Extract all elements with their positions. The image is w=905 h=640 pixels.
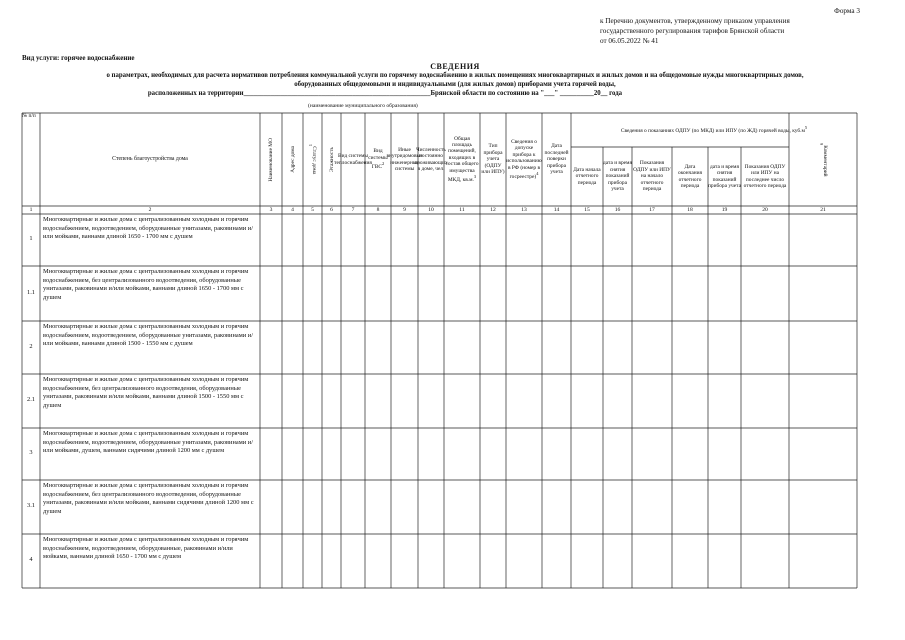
col-header-mo: Наименование МО (268, 137, 274, 182)
form-number: Форма 3 (834, 7, 860, 15)
column-number: 14 (553, 206, 560, 213)
col-header-period-end: Дата окончания отчетного периода (678, 163, 702, 189)
form-header-line-2: государственного регулирования тарифов Брянской области (600, 27, 785, 35)
document-title: СВЕДЕНИЯ (430, 62, 480, 71)
column-number: 17 (649, 206, 655, 213)
col-header-improvement: Степень благоустройства дома (112, 156, 188, 163)
col-header-number: № п/п (22, 113, 36, 119)
row-improvement-text: Многоквартирные и жилые дома с централизованным холодным и горячим водоснабжением, без централизованного водоотведения, оборудованные унитазами, раковинами и/или мойками, ваннами длиной 1650 - 1700 мм с душем (43, 268, 249, 301)
col-header-residents: Численность постоянно проживающих в доме, чел. (414, 146, 448, 172)
column-number: 21 (820, 206, 826, 213)
col-header-comment: Комментарий$^6$ (818, 142, 828, 177)
row-improvement-text: Многоквартирные и жилые дома с централизованным холодным и горячим водоснабжением, водоотведением, оборудованные унитазами, раковинами и/или мойками, душем, ваннами сидячими длиной 1200 мм с душем (43, 430, 253, 455)
row-number: 3 (29, 449, 33, 456)
row-improvement-text: Многоквартирные и жилые дома с централизованным холодным и горячим водоснабжением, без централизованного водоотведения, оборудованные унитазами, раковинами и/или мойками, ваннами сидячими длиной 1200 мм с душем (43, 482, 254, 515)
row-improvement-text: Многоквартирные и жилые дома с централизованным холодным и горячим водоснабжением, без централизованного водоотведения, оборудованные унитазами, раковинами и/или мойками, ваннами длиной 1500 - 1550 мм с душем (43, 376, 249, 409)
row-number: 1 (29, 235, 33, 242)
col-header-common-area: Общая площадь помещений, входящих в состав общего имущества МКД, кв.м.$^3$ (445, 135, 479, 183)
col-header-reading-time-1: дата и время снятия показаний прибора учета (603, 160, 632, 193)
col-header-reading-start: Показания ОДПУ или ИПУ на начало отчетного периода (633, 160, 671, 193)
column-number: 9 (403, 206, 406, 213)
col-header-address: Адрес дома (289, 146, 296, 173)
col-header-registry: Сведения о допуске прибора к использованию в РФ (номер в госреестре)$^4$ (506, 138, 542, 180)
subtitle-line-3: расположенных на территории_______________________________________________________Брянской области по состоянию на "___" __________20__ года (147, 90, 623, 97)
col-header-last-check: Дата последней поверки прибора учета (544, 143, 569, 176)
row-number: 1.1 (27, 288, 35, 296)
row-improvement-text: Многоквартирные и жилые дома с централизованным холодным и горячим водоснабжением, водоотведением, оборудованные, раковинами и/или мойками, ваннами длиной 1650 - 1700 мм с душем (43, 536, 249, 561)
column-number: 16 (614, 206, 621, 213)
column-number: 13 (521, 206, 527, 213)
col-header-reading-time-2: дата и время снятия показаний прибора учета (708, 163, 741, 189)
row-improvement-text: Многоквартирные и жилые дома с централизованным холодным и горячим водоснабжением, водоотведением, оборудованные унитазами, раковинами и/или мойками, ваннами длиной 1500 - 1550 мм с душем (43, 323, 253, 348)
form-header-line-3: от 06.05.2022 № 41 (600, 37, 659, 45)
column-number: 15 (584, 206, 590, 213)
col-header-other-systems: Иные внутридомовые инженерные системы (386, 146, 423, 172)
column-number: 20 (762, 206, 768, 213)
row-number: 4 (29, 556, 33, 563)
form-header-line-1: к Перечню документов, утвержденному приказом управления (600, 17, 790, 25)
col-header-group: Сведения о показаниях ОДПУ (по МКД) или ИПУ (по ЖД) горячей воды, $куб.м^5$ (620, 125, 808, 135)
column-number: 4 (291, 206, 294, 213)
column-number: 11 (459, 206, 465, 213)
column-number: 10 (428, 206, 434, 213)
column-number: 12 (490, 206, 496, 213)
column-number: 3 (269, 206, 273, 213)
col-header-heating: Вид системы теплоснабжения (334, 153, 372, 166)
column-number: 7 (351, 206, 355, 213)
col-header-floors: Этажность (328, 146, 335, 173)
col-header-period-start: Дата начала отчетного периода (573, 166, 601, 186)
col-header-reading-end: Показания ОДПУ или ИПУ на последнее число отчетного периода (743, 163, 787, 189)
row-number: 3.1 (27, 502, 35, 509)
column-number: 2 (148, 206, 152, 213)
col-header-gvs: Вид системы ГВС$^2$ (368, 148, 388, 171)
column-number: 6 (330, 206, 333, 213)
municipality-note: (наименование муниципального образования) (308, 103, 418, 109)
column-number: 1 (29, 206, 33, 213)
row-number: 2.1 (27, 396, 35, 403)
column-number: 8 (376, 206, 380, 213)
column-number: 5 (311, 206, 314, 213)
service-type: Вид услуги: горячее водоснабжение (22, 54, 135, 62)
col-header-meter-type: Тип прибора учета (ОДПУ или ИПУ) (481, 143, 505, 176)
col-header-status: Статус дома$^1$ (308, 144, 317, 175)
row-number: 2 (29, 342, 33, 350)
subtitle-line-1: о параметрах, необходимых для расчета нормативов потребления коммунальной услуги по горячему водоснабжению в жилых помещениях многоквартирных и жилых домов и на общедомовые нужды многоквартирных домов, (106, 72, 804, 79)
subtitle-line-2: оборудованных общедомовыми и индивидуальными (для жилых домов) приборами учета горячей воды, (294, 81, 616, 88)
column-number: 18 (687, 206, 693, 213)
row-improvement-text: Многоквартирные и жилые дома с централизованным холодным и горячим водоснабжением, водоотведением, оборудованные унитазами, раковинами и/или мойками, ваннами длиной 1650 - 1700 мм с душем (43, 216, 253, 241)
column-number: 19 (721, 206, 728, 213)
